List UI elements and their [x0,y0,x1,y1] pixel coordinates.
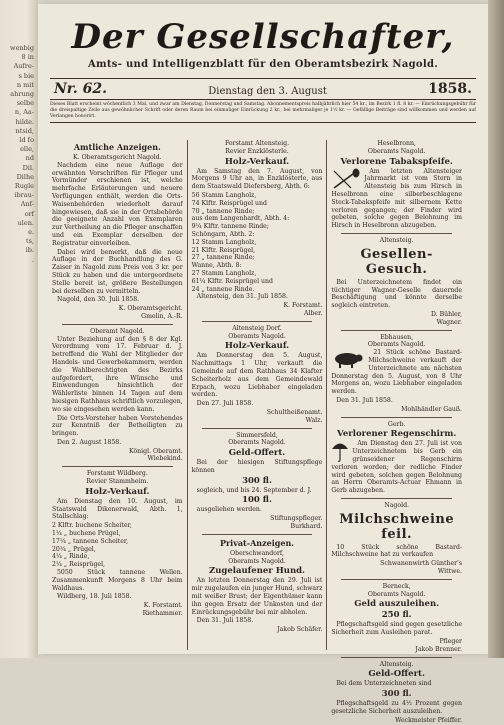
ad-headline: Geld-Offert. [368,669,425,680]
ad-signature: Weckmeister Pfeiffer. [395,716,463,724]
section-heading-official: Amtliche Anzeigen. [73,142,161,152]
ad-place: Oberamts Nagold. [228,439,286,447]
ad-text: Dabei wird bemerkt, daß die neue Auflage in der Buchhandlung des G. Zaiser in Nagold zum Preis von 3 kr. per Stück zu haben und die untergeordnete Stelle bereit ist, größere Bestellungen bei derselben zu vermitteln. [52,248,183,295]
ad-signature: Stiftungspfleger. [270,515,323,523]
ad-date: Nagold, den 30. Juli 1858. [57,296,140,304]
ad-text: Bei dem Unterzeichneten sind [336,680,432,688]
ad-place: Revier Enzklösterle. [225,147,289,155]
ad-place: Ebhausen, [380,333,414,341]
ad-date: Wildberg, 18. Juli 1858. [57,593,132,601]
book-left-edge [0,0,38,658]
ad-amount: 300 fl. [381,689,412,700]
item-list [192,192,323,293]
list-item: 2¼ „ Reisprügel, [52,561,106,569]
list-item: 4¼ „ Rinde, [52,553,90,561]
previous-page-edge-text [10,44,38,265]
ad-date: Den 31. Juli 1858. [196,617,254,625]
ad-amount: 300 fl. [242,475,272,486]
newspaper-page [38,4,488,724]
edge-text-line: 8 in [21,53,34,62]
umbrella-icon [331,440,349,462]
ad-text: ausgeliehen werden. [196,506,262,514]
list-item: 27 „ tannene Rinde; [191,254,255,262]
ad-date: Den 2. August 1858. [57,438,122,446]
ad-place: Oberamts Nagold. [228,557,286,565]
ad-text: 5050 Stück tannene Wellen. Zusammenkunft Morgens 8 Uhr beim Waldhaus. [52,569,183,592]
ad-headline: Verlorene Tabakspfeife. [340,156,453,167]
columns [48,140,466,724]
ad-text: Nachdem eine neue Auflage der erwähnten Vorschriften für Pfleger und Vormünder erschienen ist, welche mehrfache Erläuterungen und neuere Verfügungen enthält, werden die Orts-Waisenbehörden wiederholt darauf hingewiesen, daß sie in der Ortsbehörde die geeignete Anzahl von Exemplaren zur Vertheilung an die Pfleger anschaffen und ein Exemplar derselben der Registratur einverleiben. [52,161,183,247]
list-item: 20¼ „ Prügel, [52,545,96,553]
ad-signature: Walz. [305,416,323,424]
edge-text-line: n mit [16,80,34,89]
section-heading-private: Privat-Anzeigen. [219,537,295,548]
ad-place: Gerb. [387,420,406,428]
ad-date: Den 31. Juli 1858. [336,396,393,404]
edge-text-line: e. [28,228,34,237]
ad-headline: Geld-Offert. [228,448,286,459]
ad-signature: Gmelin, A.-R. [141,312,183,320]
ad-headline: Holz-Verkauf. [224,341,290,352]
ad-text: Bei Unterzeichnetem findet ein tüchtiger Wagner-Geselle dauernde Beschäftigung und könnte derselbe sogleich eintreten. [331,278,463,310]
ad-place: Altensteig Dorf. [232,324,282,332]
divider [202,428,313,429]
edge-text-line: Aufre- [13,62,34,71]
list-item: 17¼ „ tannene Scheiter, [52,537,129,545]
masthead [38,4,488,70]
pipe-icon [331,168,361,190]
edge-text-line: wenbig [10,44,34,52]
ad-headline: Holz-Verkauf. [224,156,290,167]
divider [341,330,452,331]
edge-text-line: s bie [18,71,34,80]
ad-amount: 250 fl. [381,610,412,621]
ad-text: 10 Stück schöne Bastard-Milchschweine hat zu verkaufen [331,543,463,559]
ad-place: K. Oberamtsgericht Nagold. [73,154,162,161]
edge-text-line: ulen. [17,218,34,227]
edge-text-line: ntsid, [15,126,34,135]
ad-signature: Wiebekind. [147,455,183,463]
list-item: 21 Klftr. Reisprügel, [191,246,256,254]
ad-headline: Gesellen-Gesuch. [360,246,433,277]
divider [341,579,452,580]
ad-place: Nagold. [384,501,410,509]
ad-headline: Holz-Verkauf. [85,486,150,497]
list-item: 56 Stamm Langholz, [191,191,257,199]
ad-text: Am Dienstag den 10. August, im Staatswald Dikenerwald, Abth. 1, Stallschlag: [52,497,183,521]
ad-signature: Schultheißenamt. [266,408,323,416]
column-2 [187,140,327,650]
list-item: Schöngarn, Abth. 2: [191,230,255,238]
ad-headline: Verlorener Regenschirm. [337,429,457,440]
edge-text-line: selbe [16,99,34,108]
issue-year: 1858. [428,81,472,97]
ad-text: Pflegschaftsgeld zu 4½ Prozent gegen gesetzliche Sicherheit auszuleihen. [331,700,463,716]
ad-place: Altensteig. [379,660,414,668]
ad-text: Am letzten Altensteiger Jahrmarkt ist vom Stern in Altensteig bis zum Hirsch in Heselbronn eine silberbeschlagene Steck-Tabakspfeife mit silbernem Kette verloren gegangen; der Finder wird gebeten, solche gegen Belohnung im Hirsch in Heselbronn abzugeben. [331,167,463,230]
ad-place: Oberamts Nagold. [367,147,426,155]
ad-signature: K. Oberamtsgericht. [118,305,183,313]
divider [62,466,173,467]
edge-text-line: nd [25,154,34,163]
list-item: 12 Stamm Langholz, [191,238,257,246]
list-item: 9¼ Klftr. tannene Rinde; [191,223,269,231]
ad-signature: Mohlhändler Gauß. [401,405,463,413]
issue-number: Nr. 62. [54,81,107,97]
subscription-notice: Dieses Blatt erscheint wöchentlich 3 Mal, und zwar am Dienstag, Donnerstag und Samstag. Abonnementspreis halbjährlich hier 54 kr., im Bezirk 1 fl. 8 kr. — Einrückungsgebühr für die dreispaltige Zeile aus gewöhnlicher Schrift oder deren Raum bei einmaliger Einrückung 2 kr., bei mehrmaliger je 1½ kr. — Gefällige Beiträge sind willkommen und werden auf Verlangen honorirt. [50,102,476,123]
ad-date: Altensteig, den 31. Juli 1858. [196,293,288,301]
edge-text-line: ib. [25,246,34,255]
edge-text-line: hilde. [15,117,34,126]
edge-text-line: Dilhe [16,172,34,181]
list-item: 70 „ tannene Rinde; [191,207,255,215]
list-item: 27 Stamm Langholz, [191,269,257,277]
list-item: Wanne, Abth. 8: [191,262,242,270]
ad-text: Bei der hiesigen Stiftungspflege können [191,459,323,474]
ad-place: Oberamts Nagold. [367,341,426,349]
ad-place: Simmersfeld, [236,431,278,439]
ad-place: Forstamt Altensteig. [224,140,290,147]
edge-text-line: orf [24,209,34,218]
ad-text: Am Samstag den 7. August, von Morgens 9 Uhr an, in Enzklösterle, aus dem Staatswald Diefersberg, Abth. 6: [191,167,323,191]
ad-place: Oberamt Nagold. [90,327,145,335]
pig-icon [331,349,365,369]
column-3 [326,140,466,724]
ad-place: Oberamts Nagold. [228,332,286,340]
list-item: 1¼ „ buchene Prügel, [52,530,121,538]
issue-date: Dienstag den 3. August [208,86,327,97]
ad-amount: 100 fl. [242,495,272,506]
ad-signature: Pfleger [439,638,463,646]
ad-place: Oberschwandorf, [230,549,284,557]
ad-headline: Milchschweine feil. [339,511,455,542]
edge-text-line: Dil. [22,163,34,172]
item-list [52,522,183,569]
column-1 [48,140,187,650]
ad-headline: Zugelaufener Hund. [208,566,306,577]
list-item: 2 Klftr. buchene Scheiter, [52,522,132,530]
list-item: 61¼ Klftr. Reisprügel und [191,277,273,285]
ad-signature: Burkhard. [290,523,323,531]
ad-signature: Königl. Oberamt. [128,447,183,455]
ad-text: sogleich, und bis 24. September d. J. [196,486,312,494]
edge-text-line: elle, [20,145,34,154]
edge-text-line: ts, [25,237,34,246]
list-item: 74 Klftr. Reisprügel und [191,199,267,207]
newspaper-subtitle: Amts- und Intelligenzblatt für den Oberamtsbezirk Nagold. [87,59,439,70]
ad-place: Forstamt Wildberg. [86,470,148,478]
ad-signature: D. Bühler, [430,310,463,318]
divider [341,417,452,418]
ad-text: 21 Stück schöne Bastard-Milchschweine verkauft der Unterzeichnete am nächsten Donnerstag den 5. August, von 8 Uhr Morgens an, wozu Liebhaber eingeladen werden. [331,349,463,396]
book-spine [488,0,504,658]
list-item: aus dem Langenhardt, Abth. 4: [191,215,290,223]
ad-signature: Jakob Brenner. [415,645,463,653]
ad-signature: K. Forstamt. [143,602,183,610]
ad-place: Altensteig. [379,236,414,244]
issue-bar [50,78,476,100]
ad-place: Oberamts Nagold. [367,590,426,598]
ad-text: Pflegschaftsgeld sind gegen gesetzliche Sicherheit zum Ausleihen parat. [331,621,463,637]
edge-text-line: Rugle [14,182,34,191]
list-item: 24 „ tannene Rinde. [191,285,255,293]
ad-place: Berneck, [382,582,411,590]
ad-place: Heselbronn, [377,140,416,147]
edge-text-line: ibrau- [14,191,34,200]
ad-headline: Geld auszuleihen. [354,599,440,610]
ad-signature: Alber. [304,309,323,317]
divider [202,534,313,535]
ad-signature: K. Forstamt. [283,302,323,310]
divider [341,657,452,658]
edge-text-line: ld fo [19,136,34,145]
ad-text: Am Donnerstag den 5. August, Nachmittags 1 Uhr, verkauft die Gemeinde auf dem Rathhaus 34 Klafter Scheiterholz aus dem Gemeindewald Erpach, wozu Liebhaber eingeladen werden. [191,352,323,399]
ad-text: Die Orts-Vorsteher haben Vorstehendes zur Kenntniß der Betheiligten zu bringen. [52,414,183,438]
ad-text: Unter Beziehung auf den § 8 der Kgl. Verordnung vom 17. Februar d. J. betreffend die Wahl der Mitglieder der Handels- und Gewerbekammern, werden die Wahlberechtigten des Bezirks aufgefordert, ihre Wünsche und Einwendungen hinsichtlich der Wählerliste binnen 14 Tagen auf dem hiesigen Rathhaus schriftlich vorzulegen, wo sie eingesehen werden kann. [52,335,183,413]
newspaper-title: Der Gesellschafter, [71,17,455,57]
edge-text-line: Anf- [20,200,34,209]
ad-signature: Schwanenwirth Günther's [380,560,463,568]
ad-signature: Wittwe. [437,568,463,576]
edge-text-line: n, Aa- [14,108,34,117]
ad-signature: Jakob Schäfer. [277,626,323,634]
ad-date: Den 27. Juli 1858. [196,400,254,408]
divider [62,324,173,325]
divider [341,498,452,499]
edge-text-line: . [31,255,34,264]
divider [341,233,452,234]
ad-signature: Riethammer. [142,610,183,618]
divider [202,321,313,322]
ad-signature: Wagner. [436,318,463,326]
ad-text: Am Dienstag den 27. Juli ist von Unterzeichnetem bis Gerb ein grünseidener Regenschirm verloren worden; der redliche Finder wird gebeten, solchen gegen Belohnung an Herrn Oberamts-Actuar Ehmann in Gerb abzugeben. [331,440,463,495]
ad-text: An letzten Donnerstag den 29. Juli ist mir zugelaufen ein junger Hund, schwarz mit weißer Brust; der Eigenthümer kann ihn gegen Ersatz der Unkosten und der Einrückungsgebühr bei mir abholen. [191,577,323,616]
ad-place: Revier Stammheim. [86,478,149,486]
edge-text-line: ahrung [10,90,34,99]
